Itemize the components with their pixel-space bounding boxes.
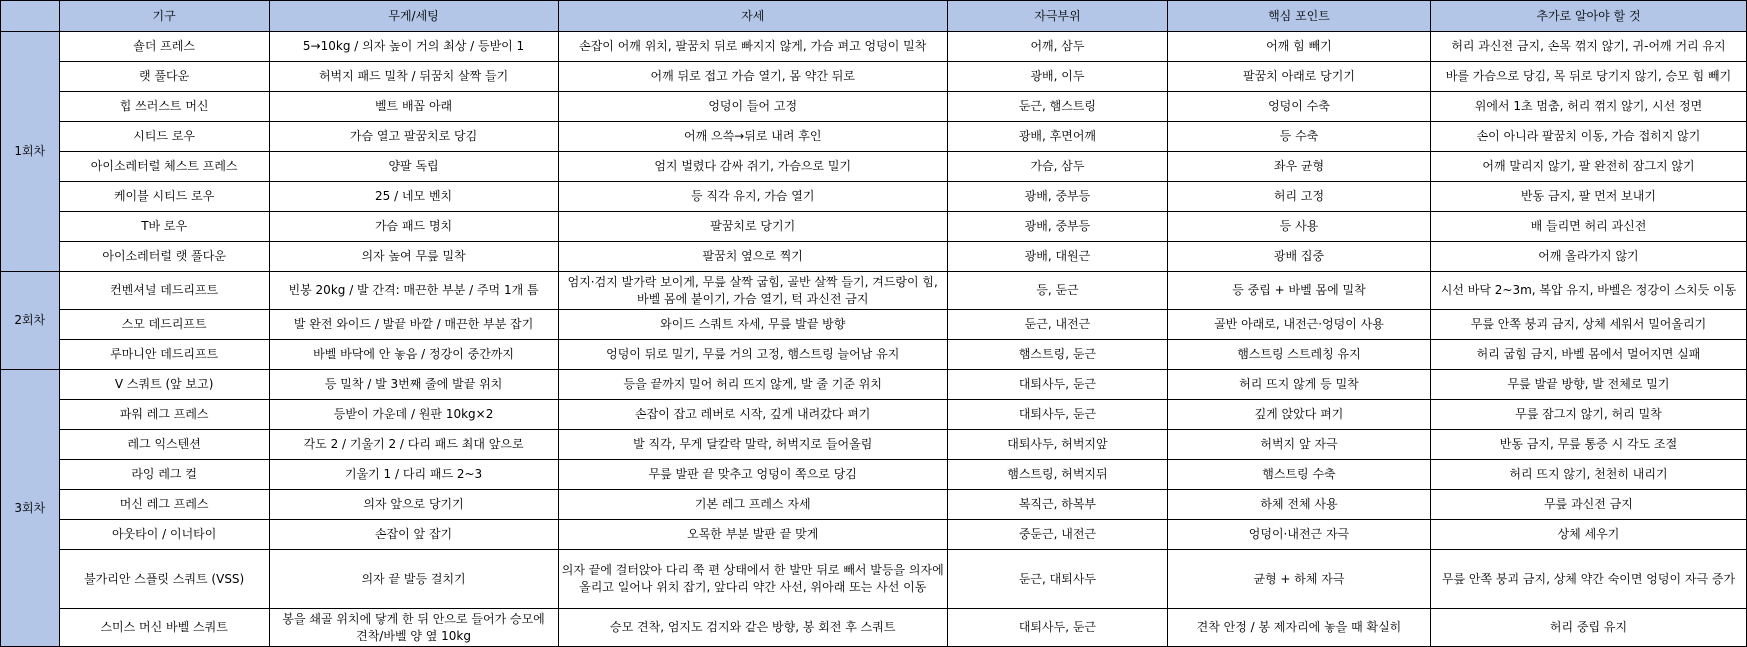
target-muscle-cell[interactable]: 둔근, 햄스트링	[947, 92, 1167, 122]
posture-cell[interactable]: 어깨 으쓱→뒤로 내려 후인	[558, 122, 947, 152]
posture-cell[interactable]: 의자 끝에 걸터앉아 다리 쭉 편 상태에서 한 발만 뒤로 빼서 발등을 의자에 올리고 일어나 위치 잡기, 앞다리 약간 사선, 위아래 또는 사선 이동	[558, 550, 947, 609]
weight-setting-cell[interactable]: 등 밀착 / 발 3번째 줄에 발끝 위치	[269, 370, 558, 400]
weight-setting-cell[interactable]: 등받이 가운데 / 원판 10kg×2	[269, 400, 558, 430]
key-point-cell[interactable]: 엉덩이·내전근 자극	[1167, 520, 1430, 550]
table-row	[1, 122, 1747, 152]
header-corner[interactable]	[1, 1, 60, 32]
target-muscle-cell[interactable]: 햄스트링, 허벅지뒤	[947, 460, 1167, 490]
table-row	[1, 400, 1747, 430]
additional-notes-cell[interactable]: 바를 가슴으로 당김, 목 뒤로 당기지 않기, 승모 힘 빼기	[1430, 62, 1746, 92]
key-point-cell[interactable]: 견착 안정 / 봉 제자리에 놓을 때 확실히	[1167, 609, 1430, 647]
equipment-cell[interactable]: 아웃타이 / 이너타이	[59, 520, 269, 550]
weight-setting-cell[interactable]: 가슴 패드 명치	[269, 212, 558, 242]
target-muscle-cell[interactable]: 대퇴사두, 둔근	[947, 609, 1167, 647]
table-row	[1, 310, 1747, 340]
weight-setting-cell[interactable]: 벨트 배꼽 아래	[269, 92, 558, 122]
table-row	[1, 242, 1747, 272]
target-muscle-cell[interactable]: 광배, 후면어깨	[947, 122, 1167, 152]
additional-notes-cell[interactable]: 무릎 안쪽 붕괴 금지, 상체 세워서 밀어올리기	[1430, 310, 1746, 340]
additional-notes-cell[interactable]: 시선 바닥 2~3m, 복압 유지, 바벨은 정강이 스치듯 이동	[1430, 272, 1746, 310]
additional-notes-cell[interactable]: 무릎 안쪽 붕괴 금지, 상체 약간 숙이면 엉덩이 자극 증가	[1430, 550, 1746, 609]
additional-notes-cell[interactable]: 허리 과신전 금지, 손목 꺾지 않기, 귀-어깨 거리 유지	[1430, 32, 1746, 62]
key-point-cell[interactable]: 골반 아래로, 내전근·엉덩이 사용	[1167, 310, 1430, 340]
additional-notes-cell[interactable]: 무릎 발끝 방향, 발 전체로 밀기	[1430, 370, 1746, 400]
weight-setting-cell[interactable]: 의자 앞으로 당기기	[269, 490, 558, 520]
posture-cell[interactable]: 엄지 벌렸다 감싸 쥐기, 가슴으로 밀기	[558, 152, 947, 182]
posture-cell[interactable]: 기본 레그 프레스 자세	[558, 490, 947, 520]
target-muscle-cell[interactable]: 광배, 대원근	[947, 242, 1167, 272]
additional-notes-cell[interactable]: 손이 아니라 팔꿈치 이동, 가슴 접히지 않기	[1430, 122, 1746, 152]
equipment-cell[interactable]: 머신 레그 프레스	[59, 490, 269, 520]
target-muscle-cell[interactable]: 둔근, 내전근	[947, 310, 1167, 340]
key-point-cell[interactable]: 엉덩이 수축	[1167, 92, 1430, 122]
target-muscle-cell[interactable]: 중둔근, 내전근	[947, 520, 1167, 550]
table-row	[1, 370, 1747, 400]
additional-notes-cell[interactable]: 어깨 말리지 않기, 팔 완전히 잠그지 않기	[1430, 152, 1746, 182]
weight-setting-cell[interactable]: 5→10kg / 의자 높이 거의 최상 / 등받이 1	[269, 32, 558, 62]
key-point-cell[interactable]: 하체 전체 사용	[1167, 490, 1430, 520]
additional-notes-cell[interactable]: 무릎 과신전 금지	[1430, 490, 1746, 520]
key-point-cell[interactable]: 깊게 앉았다 펴기	[1167, 400, 1430, 430]
table-row	[1, 152, 1747, 182]
equipment-cell[interactable]: 케이블 시티드 로우	[59, 182, 269, 212]
equipment-cell[interactable]: 시티드 로우	[59, 122, 269, 152]
additional-notes-cell[interactable]: 위에서 1초 멈춤, 허리 꺾지 않기, 시선 정면	[1430, 92, 1746, 122]
equipment-cell[interactable]: 라잉 레그 컬	[59, 460, 269, 490]
posture-cell[interactable]: 팔꿈치 옆으로 찍기	[558, 242, 947, 272]
posture-cell[interactable]: 엄지·검지 발가락 보이게, 무릎 살짝 굽힘, 골반 살짝 들기, 겨드랑이 힘, 바벨 몸에 붙이기, 가슴 열기, 턱 과신전 금지	[558, 272, 947, 310]
table-row	[1, 32, 1747, 62]
target-muscle-cell[interactable]: 햄스트링, 둔근	[947, 340, 1167, 370]
key-point-cell[interactable]: 등 수축	[1167, 122, 1430, 152]
additional-notes-cell[interactable]: 허리 뜨지 않기, 천천히 내리기	[1430, 460, 1746, 490]
header-target-muscle[interactable]: 자극부위	[947, 1, 1167, 32]
key-point-cell[interactable]: 좌우 균형	[1167, 152, 1430, 182]
key-point-cell[interactable]: 햄스트링 스트레칭 유지	[1167, 340, 1430, 370]
weight-setting-cell[interactable]: 각도 2 / 기울기 2 / 다리 패드 최대 앞으로	[269, 430, 558, 460]
header-equipment[interactable]: 기구	[59, 1, 269, 32]
target-muscle-cell[interactable]: 광배, 이두	[947, 62, 1167, 92]
posture-cell[interactable]: 무릎 발판 끝 맞추고 엉덩이 쪽으로 당김	[558, 460, 947, 490]
weight-setting-cell[interactable]: 25 / 네모 벤치	[269, 182, 558, 212]
key-point-cell[interactable]: 균형 + 하체 자극	[1167, 550, 1430, 609]
table-row	[1, 520, 1747, 550]
weight-setting-cell[interactable]: 봉을 쇄골 위치에 닿게 한 뒤 안으로 들어가 승모에 견착/바벨 양 옆 10kg	[269, 609, 558, 647]
header-posture[interactable]: 자세	[558, 1, 947, 32]
equipment-cell[interactable]: T바 로우	[59, 212, 269, 242]
header-key-point[interactable]: 핵심 포인트	[1167, 1, 1430, 32]
posture-cell[interactable]: 승모 견착, 엄지도 검지와 같은 방향, 봉 회전 후 스쿼트	[558, 609, 947, 647]
target-muscle-cell[interactable]: 광배, 중부등	[947, 212, 1167, 242]
additional-notes-cell[interactable]: 배 들리면 허리 과신전	[1430, 212, 1746, 242]
equipment-cell[interactable]: 힙 쓰러스트 머신	[59, 92, 269, 122]
table-body	[1, 32, 1747, 647]
equipment-cell[interactable]: V 스쿼트 (앞 보고)	[59, 370, 269, 400]
target-muscle-cell[interactable]: 둔근, 대퇴사두	[947, 550, 1167, 609]
table-row	[1, 609, 1747, 647]
equipment-cell[interactable]: 스모 데드리프트	[59, 310, 269, 340]
table-row	[1, 272, 1747, 310]
key-point-cell[interactable]: 광배 집중	[1167, 242, 1430, 272]
table-row	[1, 92, 1747, 122]
session-label-cell[interactable]: 3회차	[1, 370, 60, 647]
key-point-cell[interactable]: 햄스트링 수축	[1167, 460, 1430, 490]
table-row	[1, 460, 1747, 490]
key-point-cell[interactable]: 허벅지 앞 자극	[1167, 430, 1430, 460]
posture-cell[interactable]: 와이드 스쿼트 자세, 무릎 발끝 방향	[558, 310, 947, 340]
posture-cell[interactable]: 팔꿈치로 당기기	[558, 212, 947, 242]
target-muscle-cell[interactable]: 가슴, 삼두	[947, 152, 1167, 182]
key-point-cell[interactable]: 등 중립 + 바벨 몸에 밀착	[1167, 272, 1430, 310]
table-row	[1, 182, 1747, 212]
weight-setting-cell[interactable]: 허벅지 패드 밀착 / 뒤꿈치 살짝 들기	[269, 62, 558, 92]
header-row	[1, 1, 1747, 32]
weight-setting-cell[interactable]: 기울기 1 / 다리 패드 2~3	[269, 460, 558, 490]
equipment-cell[interactable]: 컨벤셔널 데드리프트	[59, 272, 269, 310]
weight-setting-cell[interactable]: 손잡이 앞 잡기	[269, 520, 558, 550]
additional-notes-cell[interactable]: 어깨 올라가지 않기	[1430, 242, 1746, 272]
target-muscle-cell[interactable]: 복직근, 하복부	[947, 490, 1167, 520]
additional-notes-cell[interactable]: 무릎 잠그지 않기, 허리 밀착	[1430, 400, 1746, 430]
equipment-cell[interactable]: 아이소레터럴 체스트 프레스	[59, 152, 269, 182]
additional-notes-cell[interactable]: 반동 금지, 무릎 통증 시 각도 조절	[1430, 430, 1746, 460]
posture-cell[interactable]: 등을 끝까지 밀어 허리 뜨지 않게, 발 줄 기준 위치	[558, 370, 947, 400]
table-row	[1, 62, 1747, 92]
weight-setting-cell[interactable]: 의자 끝 발등 걸치기	[269, 550, 558, 609]
weight-setting-cell[interactable]: 빈봉 20kg / 발 간격: 매끈한 부분 / 주먹 1개 틈	[269, 272, 558, 310]
weight-setting-cell[interactable]: 바벨 바닥에 안 놓음 / 정강이 중간까지	[269, 340, 558, 370]
weight-setting-cell[interactable]: 의자 높여 무릎 밀착	[269, 242, 558, 272]
weight-setting-cell[interactable]: 양팔 독립	[269, 152, 558, 182]
target-muscle-cell[interactable]: 대퇴사두, 허벅지앞	[947, 430, 1167, 460]
equipment-cell[interactable]: 레그 익스텐션	[59, 430, 269, 460]
equipment-cell[interactable]: 스미스 머신 바벨 스쿼트	[59, 609, 269, 647]
posture-cell[interactable]: 엉덩이 들어 고정	[558, 92, 947, 122]
additional-notes-cell[interactable]: 허리 굽힘 금지, 바벨 몸에서 멀어지면 실패	[1430, 340, 1746, 370]
table-row	[1, 490, 1747, 520]
equipment-cell[interactable]: 루마니안 데드리프트	[59, 340, 269, 370]
table-row	[1, 550, 1747, 609]
target-muscle-cell[interactable]: 대퇴사두, 둔근	[947, 400, 1167, 430]
posture-cell[interactable]: 발 직각, 무게 달칼락 말락, 허벅지로 들어올림	[558, 430, 947, 460]
session-label-cell[interactable]: 1회차	[1, 32, 60, 272]
posture-cell[interactable]: 손잡이 어깨 위치, 팔꿈치 뒤로 빠지지 않게, 가슴 펴고 엉덩이 밀착	[558, 32, 947, 62]
header-additional-notes[interactable]: 추가로 알아야 할 것	[1430, 1, 1746, 32]
table-row	[1, 212, 1747, 242]
key-point-cell[interactable]: 팔꿈치 아래로 당기기	[1167, 62, 1430, 92]
target-muscle-cell[interactable]: 어깨, 삼두	[947, 32, 1167, 62]
key-point-cell[interactable]: 어깨 힘 빼기	[1167, 32, 1430, 62]
weight-setting-cell[interactable]: 가슴 열고 팔꿈치로 당김	[269, 122, 558, 152]
key-point-cell[interactable]: 허리 고정	[1167, 182, 1430, 212]
target-muscle-cell[interactable]: 등, 둔근	[947, 272, 1167, 310]
table-row	[1, 340, 1747, 370]
posture-cell[interactable]: 등 직각 유지, 가슴 열기	[558, 182, 947, 212]
equipment-cell[interactable]: 불가리안 스플릿 스쿼트 (VSS)	[59, 550, 269, 609]
posture-cell[interactable]: 엉덩이 뒤로 밀기, 무릎 거의 고정, 햄스트링 늘어남 유지	[558, 340, 947, 370]
target-muscle-cell[interactable]: 대퇴사두, 둔근	[947, 370, 1167, 400]
weight-setting-cell[interactable]: 발 완전 와이드 / 발끝 바깥 / 매끈한 부분 잡기	[269, 310, 558, 340]
additional-notes-cell[interactable]: 반동 금지, 팔 먼저 보내기	[1430, 182, 1746, 212]
table-row	[1, 430, 1747, 460]
key-point-cell[interactable]: 허리 뜨지 않게 등 밀착	[1167, 370, 1430, 400]
posture-cell[interactable]: 어깨 뒤로 접고 가슴 열기, 몸 약간 뒤로	[558, 62, 947, 92]
additional-notes-cell[interactable]: 상체 세우기	[1430, 520, 1746, 550]
session-label-cell[interactable]: 2회차	[1, 272, 60, 370]
header-weight-setting[interactable]: 무게/세팅	[269, 1, 558, 32]
posture-cell[interactable]: 오목한 부분 발판 끝 맞게	[558, 520, 947, 550]
equipment-cell[interactable]: 랫 풀다운	[59, 62, 269, 92]
equipment-cell[interactable]: 아이소레터럴 랫 풀다운	[59, 242, 269, 272]
equipment-cell[interactable]: 숄더 프레스	[59, 32, 269, 62]
posture-cell[interactable]: 손잡이 잡고 레버로 시작, 깊게 내려갔다 펴기	[558, 400, 947, 430]
additional-notes-cell[interactable]: 허리 중립 유지	[1430, 609, 1746, 647]
target-muscle-cell[interactable]: 광배, 중부등	[947, 182, 1167, 212]
equipment-cell[interactable]: 파워 레그 프레스	[59, 400, 269, 430]
key-point-cell[interactable]: 등 사용	[1167, 212, 1430, 242]
